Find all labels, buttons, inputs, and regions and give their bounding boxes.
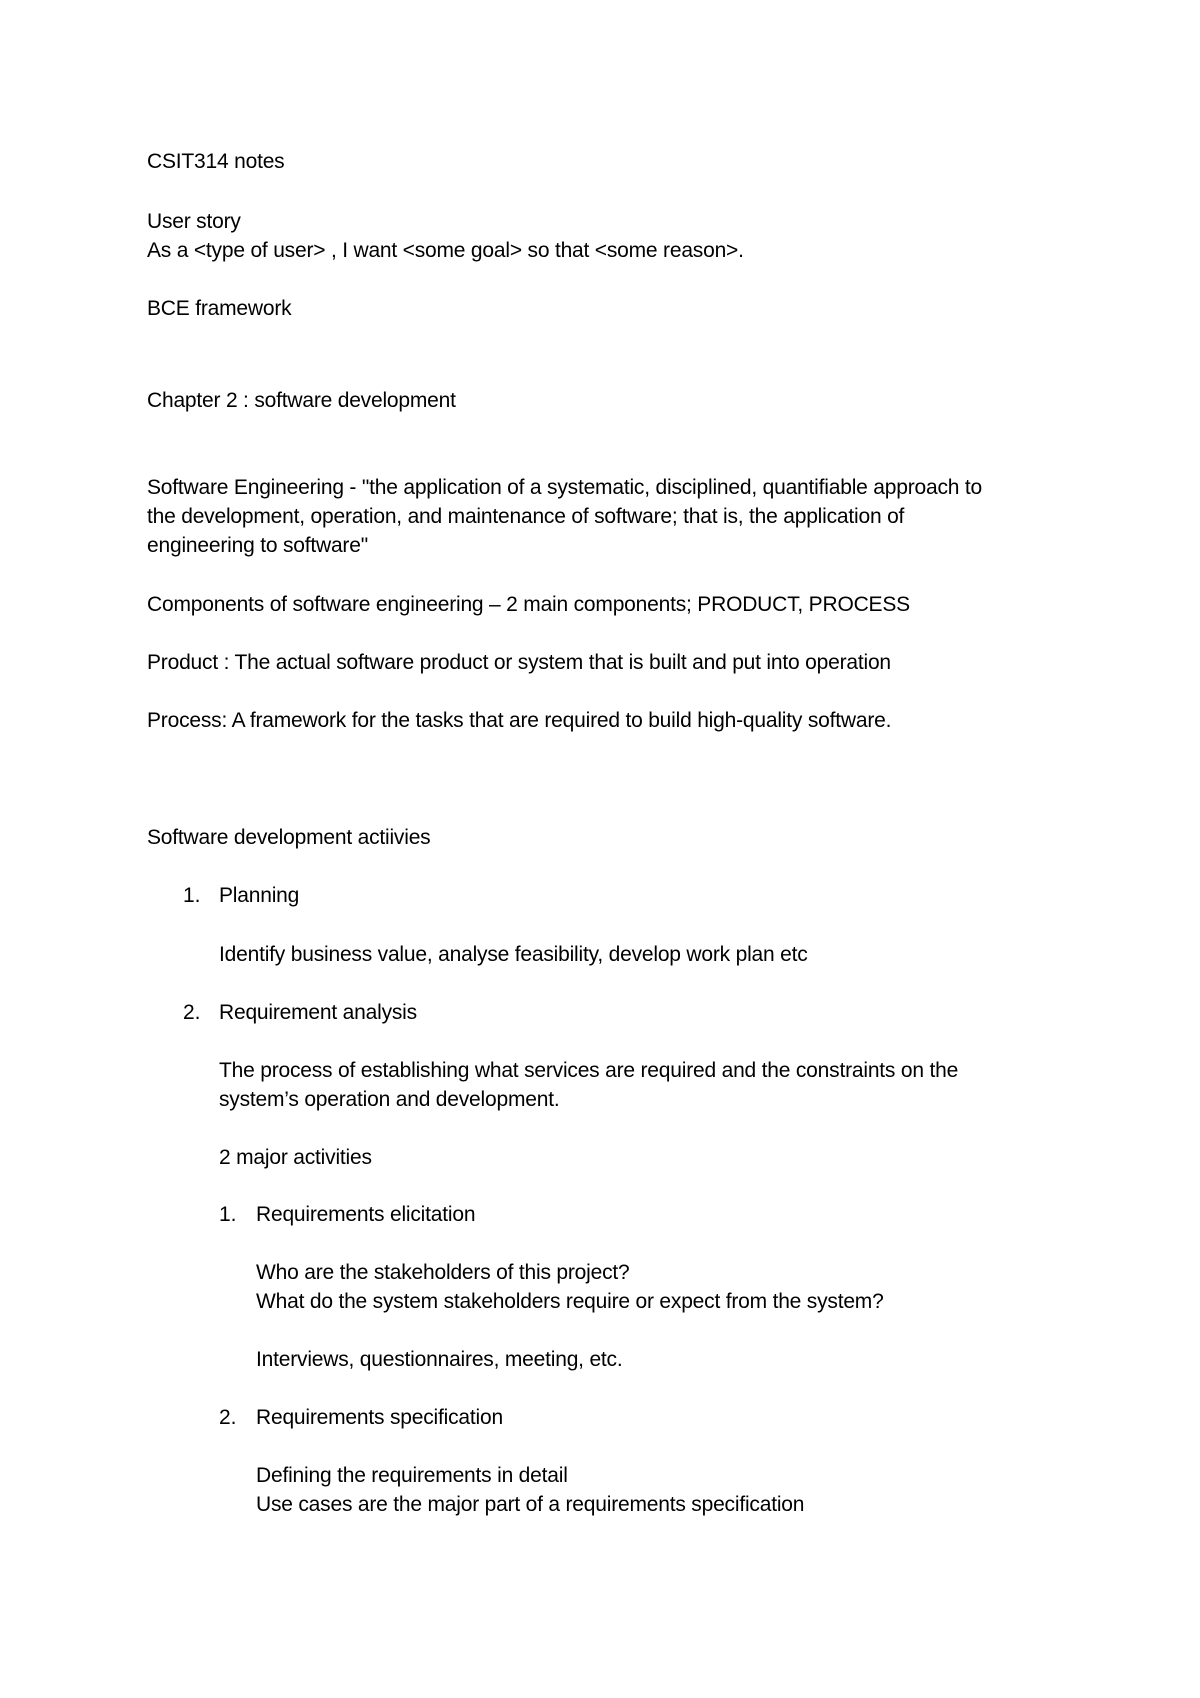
sub-activity-title-elicitation: Requirements elicitation xyxy=(256,1203,476,1226)
user-story-template: As a <type of user> , I want <some goal> so that <some reason>. xyxy=(147,239,744,262)
activity-description-line-1: The process of establishing what services are required and the constraints on the xyxy=(219,1059,959,1082)
se-definition-line-1: Software Engineering - "the application of a systematic, disciplined, quantifiable approach to xyxy=(147,476,982,499)
specification-line-2: Use cases are the major part of a requirements specification xyxy=(256,1493,805,1516)
specification-line-1: Defining the requirements in detail xyxy=(256,1464,568,1487)
components-line: Components of software engineering – 2 main components; PRODUCT, PROCESS xyxy=(147,593,910,616)
activity-description-line-2: system’s operation and development. xyxy=(219,1088,560,1111)
chapter-heading: Chapter 2 : software development xyxy=(147,389,456,412)
sub-activity-title-specification: Requirements specification xyxy=(256,1406,503,1429)
major-activities-heading: 2 major activities xyxy=(219,1146,372,1169)
user-story-heading: User story xyxy=(147,210,241,233)
activity-title-requirement-analysis: Requirement analysis xyxy=(219,1001,417,1024)
list-number: 1. xyxy=(183,884,201,907)
se-definition-line-3: engineering to software" xyxy=(147,534,368,557)
product-definition: Product : The actual software product or system that is built and put into operation xyxy=(147,651,891,674)
bce-framework: BCE framework xyxy=(147,297,292,320)
list-number: 1. xyxy=(219,1203,237,1226)
elicitation-question-1: Who are the stakeholders of this project? xyxy=(256,1261,630,1284)
list-number: 2. xyxy=(219,1406,237,1429)
activity-description-planning: Identify business value, analyse feasibility, develop work plan etc xyxy=(219,943,808,966)
activities-heading: Software development actiivies xyxy=(147,826,431,849)
elicitation-methods: Interviews, questionnaires, meeting, etc. xyxy=(256,1348,623,1371)
activity-title-planning: Planning xyxy=(219,884,300,907)
process-definition: Process: A framework for the tasks that are required to build high-quality software. xyxy=(147,709,892,732)
document-title: CSIT314 notes xyxy=(147,150,285,173)
elicitation-question-2: What do the system stakeholders require or expect from the system? xyxy=(256,1290,884,1313)
se-definition-line-2: the development, operation, and maintenance of software; that is, the application of xyxy=(147,505,905,528)
list-number: 2. xyxy=(183,1001,201,1024)
